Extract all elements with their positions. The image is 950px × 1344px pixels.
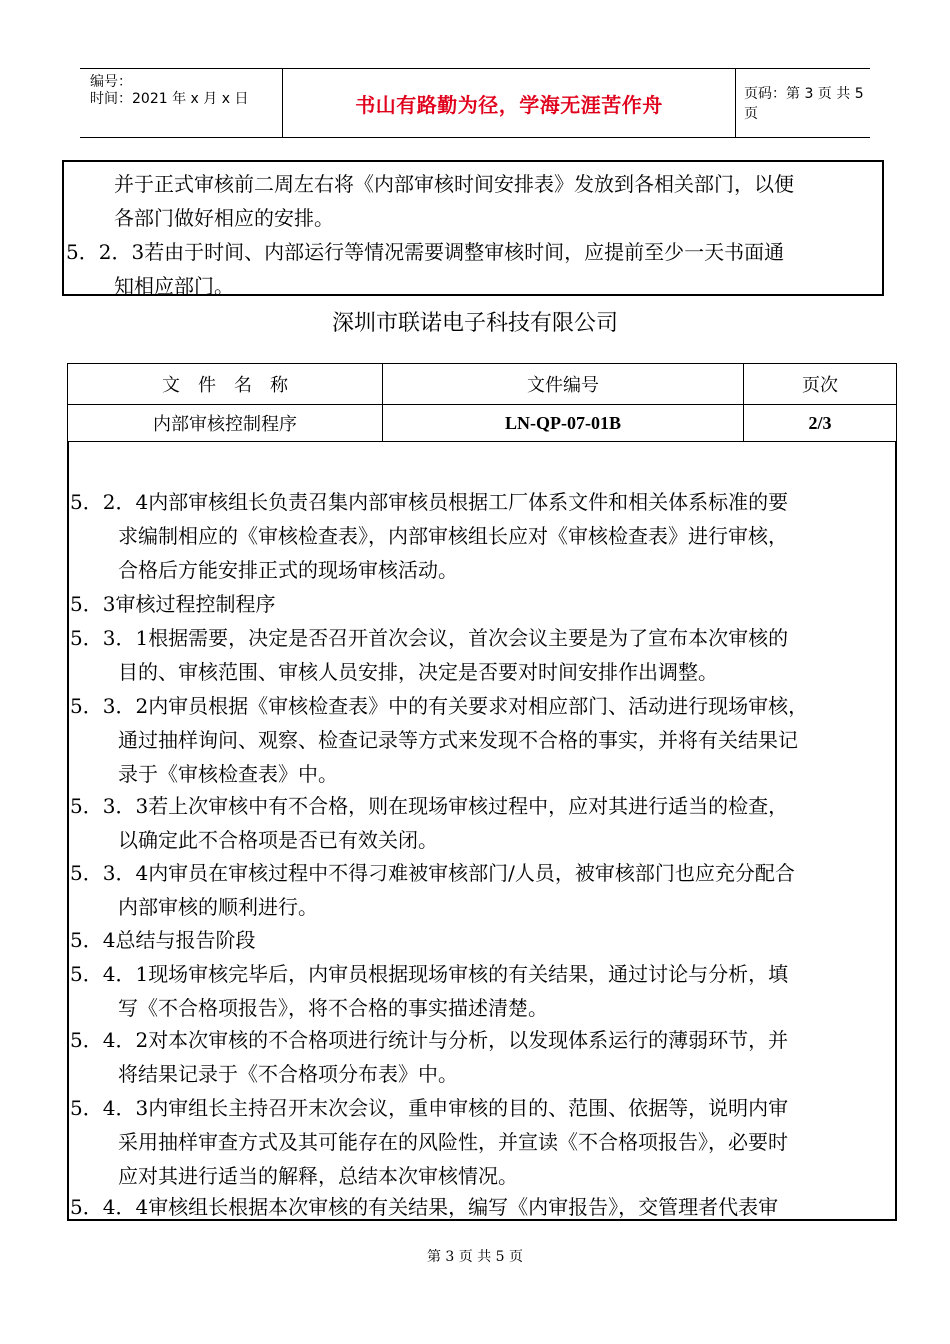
clause-5-3 (70, 587, 275, 621)
paragraph-line: 写《不合格项报告》，将不合格的事实描述清楚。 (118, 996, 548, 1020)
paragraph-line: 合格后方能安排正式的现场审核活动。 (118, 558, 458, 582)
paragraph-line: 现场审核完毕后，内审员根据现场审核的有关结果，通过讨论与分析，填 (148, 962, 789, 986)
clause-number: 5．3．2 (70, 694, 149, 718)
paragraph-line: 采用抽样审查方式及其可能存在的风险性，并宣读《不合格项报告》，必要时 (118, 1130, 788, 1154)
paragraph-line: 根据需要，决定是否召开首次会议，首次会议主要是为了宣布本次审核的 (148, 626, 789, 650)
paragraph-line: 目的、审核范围、审核人员安排，决定是否要对时间安排作出调整。 (118, 660, 718, 684)
table-row (68, 405, 897, 442)
paragraph-line: 各部门做好相应的安排。 (114, 206, 334, 230)
page-label: 页码：第 3 页 共 5 页 (744, 86, 864, 122)
clause-number: 5．4．3 (70, 1096, 149, 1120)
paragraph-line: 将结果记录于《不合格项分布表》中。 (118, 1062, 458, 1086)
doc-name: 内部审核控制程序 (68, 405, 383, 442)
clause-number: 5．4．1 (70, 962, 149, 986)
paragraph-line: 以确定此不合格项是否已有效关闭。 (118, 828, 438, 852)
section-heading: 审核过程控制程序 (115, 592, 276, 616)
date-label: 时间：2021 年 x 月 x 日 (90, 91, 249, 107)
clause-5-4 (70, 923, 255, 957)
clause-5-4-1 (70, 957, 788, 1025)
clause-number: 5．4 (70, 928, 116, 952)
clause-5-3-1 (70, 621, 788, 689)
code-label: 编号： (90, 74, 132, 90)
clause-5-3-2 (70, 689, 808, 791)
clause-number: 5．3．3 (70, 794, 149, 818)
clause-5-4-3 (70, 1091, 788, 1193)
paragraph-line: 内部审核的顺利进行。 (118, 895, 318, 919)
clause-5-2-4 (70, 485, 788, 587)
clause-number: 5．2．4 (70, 490, 149, 514)
doc-code: LN-QP-07-01B (383, 405, 744, 442)
clause-5-3-3 (70, 789, 788, 857)
paragraph-line: 内审组长主持召开末次会议，重申审核的目的、范围、依据等，说明内审 (148, 1096, 789, 1120)
paragraph-line: 内审员在审核过程中不得刁难被审核部门/人员，被审核部门也应充分配合 (148, 861, 795, 885)
header-meta (80, 69, 282, 137)
paragraph-line: 若由于时间、内部运行等情况需要调整审核时间，应提前至少一天书面通 (144, 240, 785, 264)
clause-number: 5．2．3 (66, 240, 145, 264)
paragraph-line: 若上次审核中有不合格，则在现场审核过程中，应对其进行适当的检查， (148, 794, 789, 818)
clause-number: 5．3．4 (70, 861, 149, 885)
paragraph-line: 对本次审核的不合格项进行统计与分析，以发现体系运行的薄弱环节，并 (148, 1028, 789, 1052)
clause-number: 5．4．2 (70, 1028, 149, 1052)
company-name: 深圳市联诺电子科技有限公司 (331, 311, 618, 336)
paragraph-line: 内审员根据《审核检查表》中的有关要求对相应部门、活动进行现场审核， (148, 694, 809, 718)
clause-5-4-2 (70, 1023, 788, 1091)
page-footer: 第 3 页 共 5 页 (426, 1249, 524, 1265)
document-info-table (67, 363, 897, 442)
clause-number: 5．3．1 (70, 626, 149, 650)
clause-number: 5．3 (70, 592, 116, 616)
header-page: 页次 (744, 364, 897, 405)
paragraph-line: 内部审核组长负责召集内部审核员根据工厂体系文件和相关体系标准的要 (148, 490, 789, 514)
header-doc-name: 文 件 名 称 (68, 364, 383, 405)
paragraph-line: 审核组长根据本次审核的有关结果，编写《内审报告》，交管理者代表审 (148, 1195, 779, 1219)
doc-page: 2/3 (744, 405, 897, 442)
section-heading: 总结与报告阶段 (115, 928, 256, 952)
clause-5-3-4 (70, 856, 795, 924)
continuation-paragraph (66, 167, 794, 235)
clause-5-2-3 (66, 235, 784, 303)
clause-5-4-4 (70, 1190, 778, 1224)
paragraph-line: 并于正式审核前二周左右将《内部审核时间安排表》发放到各相关部门，以便 (114, 172, 794, 196)
paragraph-line: 录于《审核检查表》中。 (118, 762, 338, 786)
paragraph-line: 通过抽样询问、观察、检查记录等方式来发现不合格的事实，并将有关结果记 (118, 728, 798, 752)
table-header-row (68, 364, 897, 405)
page-header (80, 68, 870, 138)
paragraph-line: 知相应部门。 (114, 274, 234, 298)
motto: 书山有路勤为径，学海无涯苦作舟 (282, 69, 736, 137)
clause-number: 5．4．4 (70, 1195, 149, 1219)
header-doc-code: 文件编号 (383, 364, 744, 405)
paragraph-line: 求编制相应的《审核检查表》，内部审核组长应对《审核检查表》进行审核， (118, 524, 788, 548)
paragraph-line: 应对其进行适当的解释，总结本次审核情况。 (118, 1164, 518, 1188)
